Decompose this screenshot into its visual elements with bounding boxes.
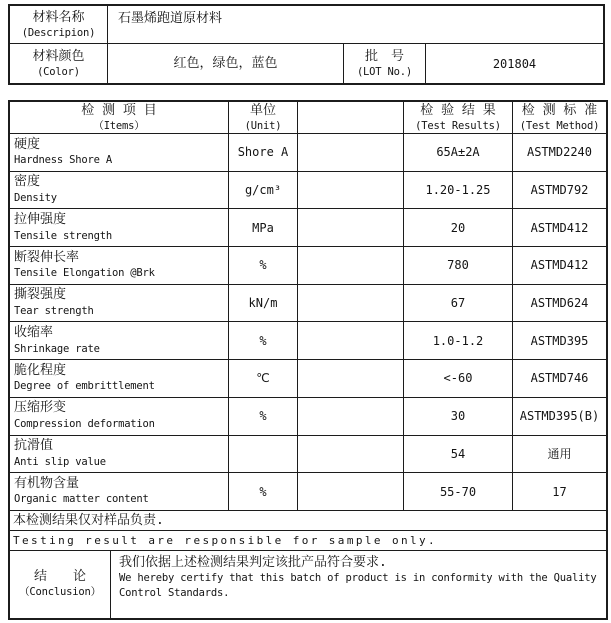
spacer-cell bbox=[298, 172, 404, 209]
unit-header-cell bbox=[229, 102, 298, 133]
unit-value: % bbox=[259, 409, 267, 424]
table-row bbox=[10, 322, 606, 360]
results-header-en: (Test Results) bbox=[415, 119, 501, 132]
item-name-en: Hardness Shore A bbox=[14, 154, 112, 167]
method-value: 通用 bbox=[547, 446, 572, 461]
disclaimer-cell-en bbox=[10, 531, 606, 550]
result-value: 1.0-1.2 bbox=[432, 333, 484, 348]
results-header-cell bbox=[404, 102, 513, 133]
item-name-zh: 密度 bbox=[14, 174, 41, 190]
lot-label-zh: 批 号 bbox=[364, 48, 404, 64]
material-color-label-cell bbox=[10, 44, 108, 83]
method-header-en: (Test Method) bbox=[519, 119, 600, 132]
material-name-value: 石墨烯跑道原材料 bbox=[118, 11, 223, 26]
item-name-en: Degree of embrittlement bbox=[14, 380, 155, 393]
table-row bbox=[10, 398, 606, 436]
material-name-label-en: (Descripion) bbox=[21, 26, 96, 39]
result-cell bbox=[404, 436, 513, 473]
result-value: 30 bbox=[450, 409, 466, 424]
material-name-row bbox=[10, 6, 603, 44]
spacer-cell bbox=[298, 285, 404, 322]
result-value: 780 bbox=[447, 258, 469, 273]
material-color-label-zh: 材料颜色 bbox=[32, 48, 85, 64]
lot-value-cell bbox=[426, 44, 603, 83]
unit-value: MPa bbox=[252, 220, 274, 235]
material-color-label-en: (Color) bbox=[37, 65, 80, 78]
spacer-cell bbox=[298, 322, 404, 359]
unit-value: % bbox=[259, 333, 267, 348]
items-header-en: （Items） bbox=[93, 119, 145, 132]
spacer-cell bbox=[298, 209, 404, 246]
unit-value: ℃ bbox=[256, 371, 270, 386]
unit-cell bbox=[229, 134, 298, 171]
result-cell bbox=[404, 209, 513, 246]
item-cell bbox=[10, 322, 229, 359]
result-cell bbox=[404, 285, 513, 322]
result-cell bbox=[404, 134, 513, 171]
result-value: 67 bbox=[450, 296, 466, 311]
material-name-label-zh: 材料名称 bbox=[32, 9, 85, 25]
unit-cell bbox=[229, 322, 298, 359]
result-cell bbox=[404, 247, 513, 284]
item-cell bbox=[10, 360, 229, 397]
method-value: ASTMD412 bbox=[530, 220, 589, 235]
spacer-cell bbox=[298, 247, 404, 284]
item-name-zh: 硬度 bbox=[14, 136, 41, 152]
material-color-value-cell bbox=[108, 44, 344, 83]
method-cell bbox=[513, 209, 606, 246]
method-value: ASTMD792 bbox=[530, 183, 589, 198]
unit-value: Shore A bbox=[237, 145, 289, 160]
result-value: <-60 bbox=[443, 371, 473, 386]
method-cell bbox=[513, 322, 606, 359]
table-row bbox=[10, 285, 606, 323]
disclaimer-row-en bbox=[10, 531, 606, 551]
item-cell bbox=[10, 436, 229, 473]
method-cell bbox=[513, 285, 606, 322]
result-value: 20 bbox=[450, 220, 466, 235]
unit-value: kN/m bbox=[248, 296, 278, 311]
method-value: ASTMD395(B) bbox=[519, 409, 600, 424]
table-row bbox=[10, 134, 606, 172]
conclusion-text-en-line1: We hereby certify that this batch of product is in conformity with the Quality bbox=[119, 571, 597, 584]
item-cell bbox=[10, 473, 229, 510]
result-cell bbox=[404, 473, 513, 510]
item-name-en: Density bbox=[14, 191, 57, 204]
table-row bbox=[10, 247, 606, 285]
test-results-table bbox=[8, 100, 608, 620]
table-row bbox=[10, 436, 606, 474]
conclusion-label-en: （Conclusion） bbox=[19, 586, 101, 599]
method-cell bbox=[513, 398, 606, 435]
item-name-zh: 压缩形变 bbox=[14, 400, 67, 416]
conclusion-text-en-line2: Control Standards. bbox=[119, 586, 230, 599]
lot-label-en: (LOT No.) bbox=[356, 65, 413, 78]
table-header-row bbox=[10, 102, 606, 134]
table-body bbox=[10, 134, 606, 511]
item-name-en: Tensile Elongation @Brk bbox=[14, 267, 155, 280]
spacer-cell bbox=[298, 398, 404, 435]
result-cell bbox=[404, 360, 513, 397]
item-cell bbox=[10, 134, 229, 171]
spacer-header-cell bbox=[298, 102, 404, 133]
method-cell bbox=[513, 247, 606, 284]
conclusion-row bbox=[10, 551, 606, 618]
item-cell bbox=[10, 172, 229, 209]
lot-value: 201804 bbox=[492, 56, 537, 71]
item-name-en: Anti slip value bbox=[14, 455, 106, 468]
disclaimer-text-en: Testing result are responsible for sample only. bbox=[13, 533, 438, 547]
disclaimer-row-zh bbox=[10, 511, 606, 531]
item-name-en: Tear strength bbox=[14, 304, 94, 317]
item-name-zh: 抗滑值 bbox=[14, 438, 54, 454]
method-header-zh: 检 测 标 准 bbox=[521, 102, 598, 118]
item-name-zh: 脆化程度 bbox=[14, 362, 67, 378]
lot-label-cell bbox=[344, 44, 426, 83]
method-value: 17 bbox=[552, 484, 567, 499]
conclusion-text-zh: 我们依据上述检测结果判定该批产品符合要求. bbox=[119, 554, 387, 570]
table-row bbox=[10, 360, 606, 398]
unit-header-zh: 单位 bbox=[249, 102, 276, 118]
item-name-zh: 拉伸强度 bbox=[14, 211, 67, 227]
method-cell bbox=[513, 360, 606, 397]
method-header-cell bbox=[513, 102, 606, 133]
items-header-cell bbox=[10, 102, 229, 133]
conclusion-label-zh: 结 论 bbox=[33, 569, 86, 585]
unit-value: g/cm³ bbox=[244, 183, 282, 198]
item-name-en: Shrinkage rate bbox=[14, 342, 100, 355]
material-color-row bbox=[10, 44, 603, 83]
item-name-zh: 断裂伸长率 bbox=[14, 249, 80, 265]
material-name-value-cell bbox=[108, 6, 603, 43]
unit-cell bbox=[229, 172, 298, 209]
conclusion-label-cell bbox=[10, 551, 111, 618]
unit-cell bbox=[229, 209, 298, 246]
item-cell bbox=[10, 398, 229, 435]
material-color-value: 红色，绿色，蓝色 bbox=[173, 56, 278, 71]
table-row bbox=[10, 473, 606, 511]
item-name-zh: 撕裂强度 bbox=[14, 287, 67, 303]
material-info-table bbox=[8, 4, 605, 85]
item-cell bbox=[10, 247, 229, 284]
unit-cell bbox=[229, 436, 298, 473]
item-name-zh: 有机物含量 bbox=[14, 475, 80, 491]
method-value: ASTMD746 bbox=[530, 371, 589, 386]
spacer-cell bbox=[298, 134, 404, 171]
unit-cell bbox=[229, 473, 298, 510]
unit-cell bbox=[229, 285, 298, 322]
item-name-en: Tensile strength bbox=[14, 229, 112, 242]
material-name-label-cell bbox=[10, 6, 108, 43]
method-value: ASTMD412 bbox=[530, 258, 589, 273]
spacer-cell bbox=[298, 360, 404, 397]
item-cell bbox=[10, 209, 229, 246]
disclaimer-text-zh: 本检测结果仅对样品负责. bbox=[13, 512, 164, 528]
method-value: ASTMD395 bbox=[530, 333, 589, 348]
unit-value: % bbox=[259, 484, 267, 499]
result-value: 55-70 bbox=[439, 484, 477, 499]
unit-cell bbox=[229, 398, 298, 435]
disclaimer-cell-zh bbox=[10, 511, 606, 530]
items-header-zh: 检 测 项 目 bbox=[81, 102, 157, 118]
unit-cell bbox=[229, 360, 298, 397]
spacer-cell bbox=[298, 473, 404, 510]
method-value: ASTMD624 bbox=[530, 296, 589, 311]
spacer-cell bbox=[298, 436, 404, 473]
method-value: ASTMD2240 bbox=[526, 145, 593, 160]
unit-cell bbox=[229, 247, 298, 284]
item-name-zh: 收缩率 bbox=[14, 325, 54, 340]
method-cell bbox=[513, 134, 606, 171]
method-cell bbox=[513, 473, 606, 510]
item-name-en: Compression deformation bbox=[14, 417, 155, 430]
method-cell bbox=[513, 172, 606, 209]
item-name-en: Organic matter content bbox=[14, 493, 149, 506]
unit-value: % bbox=[259, 258, 267, 273]
unit-header-en: (Unit) bbox=[244, 119, 282, 132]
table-row bbox=[10, 172, 606, 210]
method-cell bbox=[513, 436, 606, 473]
result-cell bbox=[404, 322, 513, 359]
item-cell bbox=[10, 285, 229, 322]
table-row bbox=[10, 209, 606, 247]
conclusion-content-cell bbox=[111, 551, 606, 618]
result-cell bbox=[404, 398, 513, 435]
result-value: 54 bbox=[450, 446, 466, 461]
result-value: 1.20-1.25 bbox=[425, 183, 491, 198]
results-header-zh: 检 验 结 果 bbox=[420, 102, 496, 118]
result-value: 65A±2A bbox=[436, 145, 480, 160]
result-cell bbox=[404, 172, 513, 209]
